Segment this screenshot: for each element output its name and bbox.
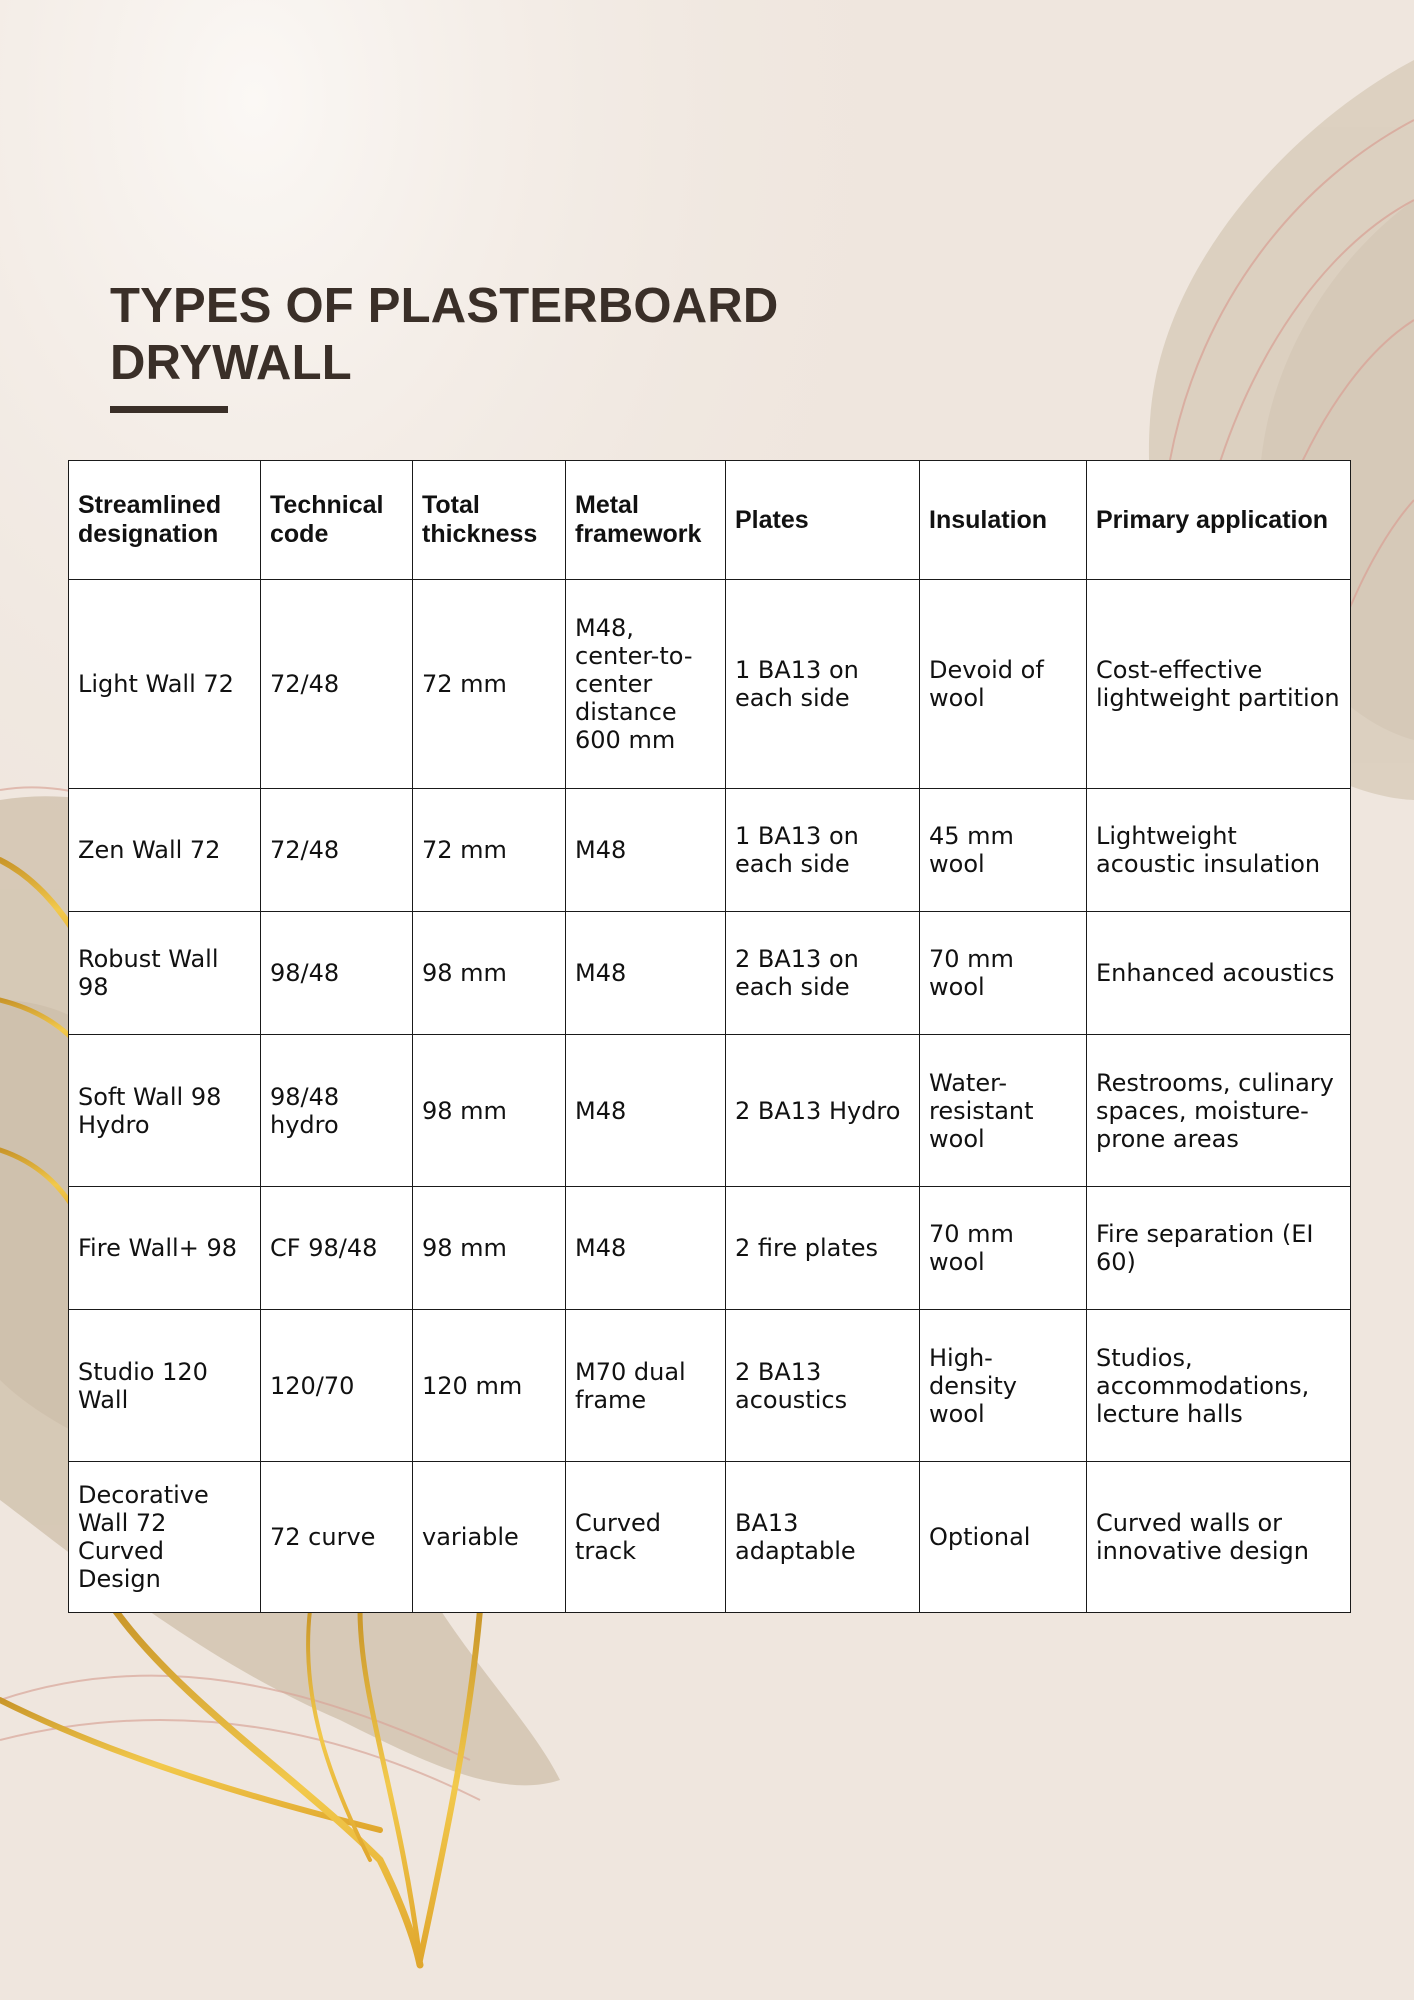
table-cell: 72 mm (413, 580, 566, 789)
table-cell: Curved track (566, 1462, 726, 1613)
table-cell: Optional (920, 1462, 1087, 1613)
table-cell: 45 mm wool (920, 789, 1087, 912)
table-cell: BA13 adaptable (726, 1462, 920, 1613)
table-cell: 72/48 (261, 789, 413, 912)
table-cell: Robust Wall 98 (69, 912, 261, 1035)
table-cell: 2 BA13 on each side (726, 912, 920, 1035)
table-cell: 120 mm (413, 1310, 566, 1462)
header-metal-framework: Metal framework (566, 461, 726, 580)
header-total-thickness: Total thickness (413, 461, 566, 580)
table-cell: M48, center-to-center distance 600 mm (566, 580, 726, 789)
table-cell: Studios, accommodations, lecture halls (1087, 1310, 1351, 1462)
table-cell: 70 mm wool (920, 1187, 1087, 1310)
table-cell: 1 BA13 on each side (726, 580, 920, 789)
table-row (69, 580, 1351, 789)
table-cell: 120/70 (261, 1310, 413, 1462)
table-cell: 72 curve (261, 1462, 413, 1613)
table-cell: 98 mm (413, 1187, 566, 1310)
table-cell: M48 (566, 912, 726, 1035)
page-title: TYPES OF PLASTERBOARD DRYWALL (110, 279, 779, 390)
table-cell: variable (413, 1462, 566, 1613)
table-row (69, 1310, 1351, 1462)
header-streamlined-designation: Streamlined designation (69, 461, 261, 580)
table-cell: Water-resistant wool (920, 1035, 1087, 1187)
plasterboard-types-table (68, 460, 1351, 1613)
table-cell: Curved walls or innovative design (1087, 1462, 1351, 1613)
table-cell: CF 98/48 (261, 1187, 413, 1310)
table-cell: 2 BA13 Hydro (726, 1035, 920, 1187)
table-cell: High-density wool (920, 1310, 1087, 1462)
table-cell: Devoid of wool (920, 580, 1087, 789)
table-cell: 98/48 hydro (261, 1035, 413, 1187)
table-row (69, 1187, 1351, 1310)
table-row (69, 912, 1351, 1035)
header-technical-code: Technical code (261, 461, 413, 580)
table-row (69, 1035, 1351, 1187)
table-cell: M48 (566, 1187, 726, 1310)
table-row (69, 1462, 1351, 1613)
table-cell: Fire Wall+ 98 (69, 1187, 261, 1310)
table-cell: Zen Wall 72 (69, 789, 261, 912)
table-cell: 98/48 (261, 912, 413, 1035)
table-cell: Studio 120 Wall (69, 1310, 261, 1462)
header-primary-application: Primary application (1087, 461, 1351, 580)
header-plates: Plates (726, 461, 920, 580)
table-header-row (69, 461, 1351, 580)
table-cell: Enhanced acoustics (1087, 912, 1351, 1035)
table-cell: Decorative Wall 72 Curved Design (69, 1462, 261, 1613)
table-cell: 72/48 (261, 580, 413, 789)
table-cell: 1 BA13 on each side (726, 789, 920, 912)
table-cell: M48 (566, 789, 726, 912)
table-cell: Fire separation (EI 60) (1087, 1187, 1351, 1310)
table-cell: Cost-effective lightweight partition (1087, 580, 1351, 789)
title-underline (110, 406, 228, 413)
table-cell: 98 mm (413, 1035, 566, 1187)
table-row (69, 789, 1351, 912)
table-cell: M70 dual frame (566, 1310, 726, 1462)
table-cell: 72 mm (413, 789, 566, 912)
table-cell: Light Wall 72 (69, 580, 261, 789)
table-cell: 2 BA13 acoustics (726, 1310, 920, 1462)
table-cell: M48 (566, 1035, 726, 1187)
table-cell: 2 fire plates (726, 1187, 920, 1310)
table-cell: Soft Wall 98 Hydro (69, 1035, 261, 1187)
table-cell: Lightweight acoustic insulation (1087, 789, 1351, 912)
table-cell: 98 mm (413, 912, 566, 1035)
table-cell: Restrooms, culinary spaces, moisture-prone areas (1087, 1035, 1351, 1187)
table-cell: 70 mm wool (920, 912, 1087, 1035)
header-insulation: Insulation (920, 461, 1087, 580)
